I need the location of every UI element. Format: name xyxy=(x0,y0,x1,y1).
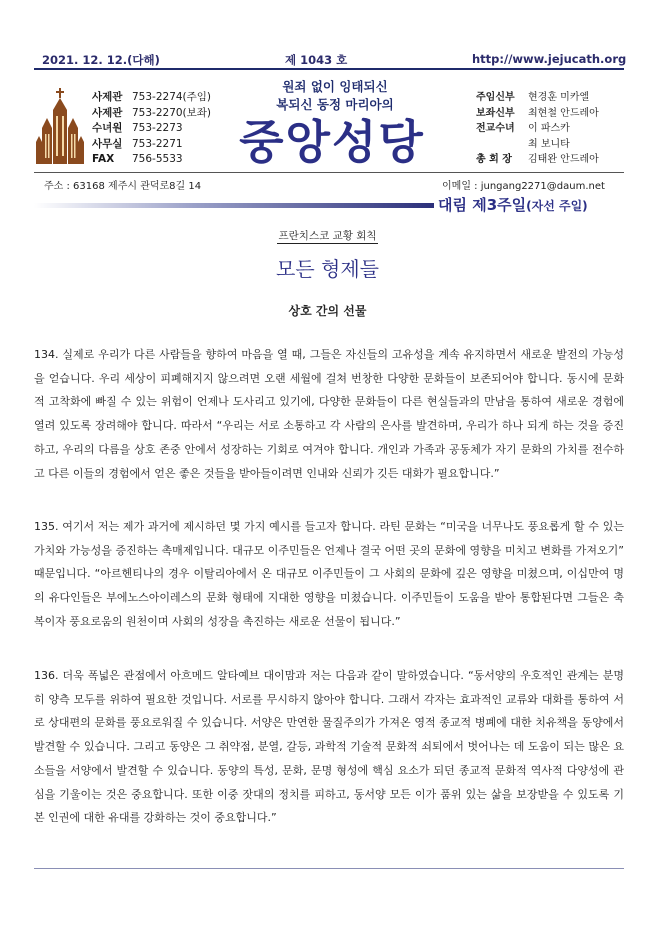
contact-row: 사제관 753-2270(보좌) xyxy=(92,106,212,119)
footer-rule xyxy=(34,868,624,869)
staff-row: 전교수녀 이 파스카 xyxy=(476,123,570,135)
issue-number: 제 1043 호 xyxy=(285,53,348,67)
staff-row: 최 보니타 xyxy=(528,138,570,150)
paragraph-136: 136. 더욱 폭넓은 관점에서 아흐메드 알타예브 대이맘과 저는 다음과 같이 말하였습니다. “동서양의 우호적인 관계는 분명히 양측 모두를 위하여 필요한 것입니다. 서로를 무시하지 않아야 합니다. 그래서 각자는 효과적인 교류와 대화를 통하여 서로 상대편의 문화를 풍요로워질 수 있습니다. 서양은 만연한 물질주의가 가져온 영적 종교적 병폐에 대한 치유책을 동양에서 발견할 수 있습니다. 그리고 동양은 그 취약점, 분열, 갈등, 과학적 기술적 문화적 쇠퇴에서 벗어나는 데 도움이 되는 많은 요소들을 서양에서 발견할 수 있습니다. 동양의 특성, 문화, 문명 형성에 핵심 요소가 되던 종교적 문화적 역사적 다양성에 관심을 기울이는 것은 중요합니다. 또한 이중 잣대의 정치를 피하고, 동서양 모든 이가 품위 있는 삶을 보장받을 수 있도록 기본 인권에 대한 유대를 강화하는 것이 중요합니다.” xyxy=(34,669,624,825)
paragraph-134: 134. 실제로 우리가 다른 사람들을 향하여 마음을 열 때, 그들은 자신들의 고유성을 계속 유지하면서 새로운 발전의 가능성을 얻습니다. 우리 세상이 피폐해지지 않으려면 오랜 세월에 걸쳐 번창한 다양한 문화들이 보존되어야 합니다. 동시에 문화적 고착화에 빠질 수 있는 위험이 언제나 도사리고 있기에, 다양한 문화들이 다른 현실들과의 만남을 통하여 새로운 경험에 열려 있도록 장려해야 합니다. 따라서 “우리는 서로 소통하고 각 사람의 은사를 발견하며, 우리가 하나 되게 하는 것을 증진하고, 우리의 다름을 상호 존중 안에서 성장하는 기회로 여겨야 합니다. 개인과 가족과 공동체가 자기 문화의 가치를 전수하고 다른 이들의 경험에서 얻은 좋은 것들을 받아들이려면 인내와 신뢰가 깃든 대화가 필요합니다.” xyxy=(34,348,624,480)
paragraph-135: 135. 여기서 저는 제가 과거에 제시하던 몇 가지 예시를 들고자 합니다. 라틴 문화는 “미국을 너무나도 풍요롭게 할 수 있는 가치와 가능성을 증진하는 촉매제입니다. 대규모 이주민들은 언제나 결국 어떤 곳의 문화에 영향을 미치고 변화를 가져오기” 때문입니다. “아르헨티나의 경우 이탈리아에서 온 대규모 이주민들이 그 사회의 문화에 깊은 영향을 미쳤으며, 이십만여 명의 유다인들은 부에노스아이레스의 문화 형태에 지대한 영향을 미쳤습니다. 이주민들이 도움을 받아 통합된다면 그들은 축복이자 풍요로움의 원천이며 사회의 성장을 촉진하는 새로운 선물이 됩니다.” xyxy=(34,520,624,628)
email[interactable]: 이메일 : jungang2271@daum.net xyxy=(442,181,605,192)
church-name: 중앙성당 xyxy=(239,115,425,169)
header-rule xyxy=(34,68,624,70)
staff-list xyxy=(476,90,599,168)
section-label: 프란치스코 교황 회칙 xyxy=(278,230,377,242)
staff-row: 보좌신부 최현철 안드레아 xyxy=(476,107,599,119)
contact-row: 수녀원 753-2273 xyxy=(92,122,183,135)
church-towers-icon xyxy=(36,88,88,164)
address-rule xyxy=(34,172,624,173)
church-subtitle-line2: 복되신 동정 마리아의 xyxy=(276,97,394,112)
article-subtitle: 상호 간의 선물 xyxy=(288,304,367,318)
sunday-main: 대림 제3주일 xyxy=(438,196,527,214)
gradient-band xyxy=(34,203,434,208)
liturgical-sunday xyxy=(438,194,588,215)
staff-row: 총 회 장 김태완 안드레아 xyxy=(476,154,599,166)
issue-date: 2021. 12. 12.(다해) xyxy=(42,53,160,67)
contact-row: FAX 756-5533 xyxy=(92,153,183,166)
contact-row: 사제관 753-2274(주임) xyxy=(92,91,212,103)
sunday-sub: (자선 주일) xyxy=(526,199,588,213)
address: 주소 : 63168 제주시 관덕로8길 14 xyxy=(44,181,202,192)
website-url[interactable]: http://www.jejucath.org xyxy=(472,52,627,66)
contact-list xyxy=(92,90,211,168)
church-subtitle-line1: 원죄 없이 잉태되신 xyxy=(282,79,388,94)
staff-row: 주임신부 현경훈 미카엘 xyxy=(476,92,590,103)
contact-row: 사무실 753-2271 xyxy=(92,137,183,150)
article-title: 모든 형제들 xyxy=(276,257,379,281)
